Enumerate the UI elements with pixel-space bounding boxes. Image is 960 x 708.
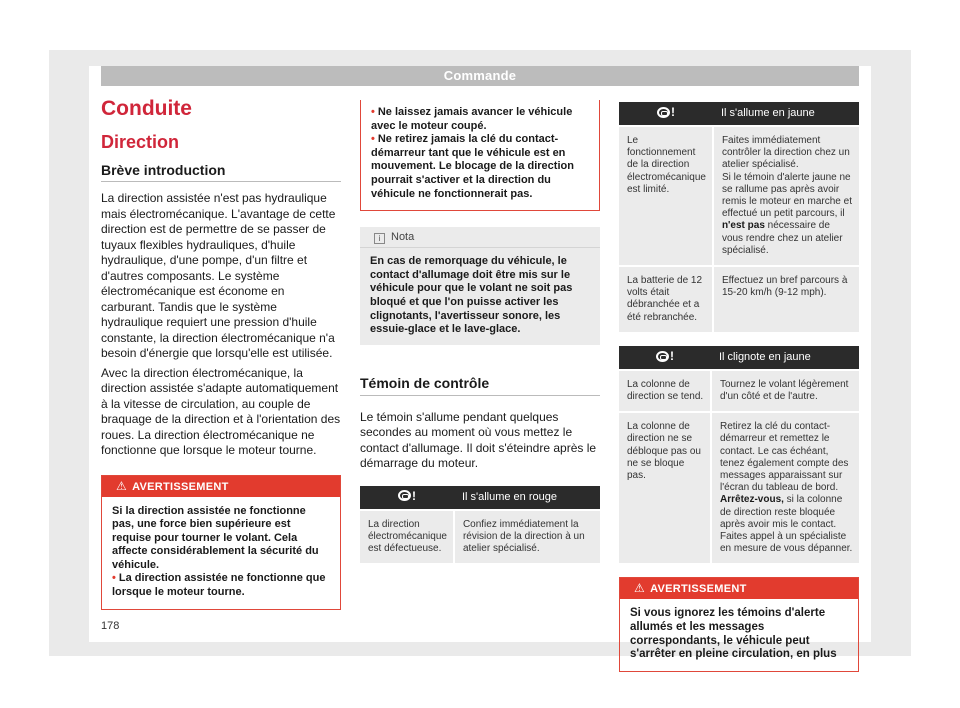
cause-cell: La direction électromécanique est défectueuse. — [360, 510, 454, 564]
table-icon-header — [360, 486, 454, 510]
warning-bullet-item — [371, 133, 589, 201]
cause-cell: La batterie de 12 volts était débranchée et a été rebranchée. — [619, 266, 713, 332]
column-2 — [360, 100, 600, 563]
warning-bullet-item — [371, 106, 589, 133]
paragraph: Avec la direction électromécanique, la direction assistée s'adapte automatiquement à la vitesse de circulation, au couple de braquage de la direction et à l'orientation des roues. La direction électromécanique ne fonctionne que lorsque le moteur tourne. — [101, 365, 341, 457]
action-cell — [713, 126, 859, 266]
warning-title: AVERTISSEMENT — [132, 480, 229, 493]
warning-box — [619, 577, 859, 671]
warning-header — [620, 578, 858, 599]
table-icon-header — [619, 102, 713, 126]
warning-title: AVERTISSEMENT — [650, 583, 747, 596]
steering-warning-lamp-icon: ! — [398, 490, 416, 502]
warning-triangle-icon: ⚠ — [634, 581, 646, 596]
section-header: Commande — [101, 66, 859, 86]
column-1 — [101, 96, 341, 610]
paragraph: La direction assistée n'est pas hydraulique mais électromécanique. L'avantage de cette direction est de permettre de se passer de tuyaux flexibles hydrauliques, d'huile hydraulique, d'une pompe, d'un filtre et d'autres composants. Le système électromécanique est économe en carburant. Tandis que le système hydraulique requiert une pression d'huile constante, la direction électromécanique n'a besoin d'énergie que lorsqu'elle est utilisée. — [101, 191, 336, 360]
table-header: Il s'allume en jaune — [713, 102, 859, 126]
indicator-section-title: Témoin de contrôle — [360, 375, 600, 396]
action-text: Retirez la clé du contact-démarreur et remettez le contact. Le cas échéant, tenez également compte des messages apparaissant sur l'écran du tableau de bord. — [720, 421, 849, 494]
chapter-title: Conduite — [101, 97, 192, 120]
intro-text — [101, 191, 341, 459]
bullet-icon: • — [112, 572, 116, 585]
action-cell: Confiez immédiatement la révision de la direction à un atelier spécialisé. — [454, 510, 600, 564]
section-title: Direction — [101, 132, 180, 152]
table-header: Il s'allume en rouge — [454, 486, 600, 510]
info-square-icon: i — [374, 233, 385, 244]
table-header: Il clignote en jaune — [711, 346, 859, 370]
action-text: Si le témoin d'alerte jaune ne se rallume pas après avoir remis le moteur en marche et effectué un petit parcours, il — [721, 171, 852, 220]
indicator-table-red — [360, 486, 600, 564]
warning-bullet: Ne laissez jamais avancer le véhicule avec le moteur coupé. — [371, 106, 573, 132]
bullet-icon: • — [371, 106, 375, 118]
bullet-icon: • — [371, 133, 375, 146]
table-row — [360, 510, 600, 564]
action-text: nécessaire de vous rendre chez un atelier spécialisé. — [721, 220, 843, 256]
warning-triangle-icon: ⚠ — [116, 478, 128, 493]
action-emphasis: n'est pas — [721, 220, 765, 232]
cause-cell: La colonne de direction se tend. — [619, 370, 711, 412]
warning-bullet: Ne retirez jamais la clé du contact-démarreur tant que le véhicule est en mouvement. Le blocage de la direction pourrait s'activer et la direction du véhicule ne fonctionnerait pas. — [371, 133, 574, 200]
table-row — [619, 370, 859, 412]
table-row — [619, 126, 859, 266]
action-emphasis: Arrêtez-vous, — [720, 494, 784, 506]
column-3 — [619, 102, 859, 672]
steering-warning-lamp-icon: ! — [657, 106, 675, 118]
table-row — [619, 266, 859, 332]
action-text: si la colonne de direction reste bloquée après avoir mis le contact. Faites appel à un spécialiste en mesure de vous dépanner. — [720, 494, 853, 555]
action-cell: Effectuez un bref parcours à 15-20 km/h (9-12 mph). — [713, 266, 859, 332]
indicator-table-yellow — [619, 102, 859, 332]
indicator-table-blinking — [619, 346, 859, 564]
warning-body — [361, 100, 599, 210]
page-number: 178 — [101, 620, 120, 632]
cause-cell: Le fonctionnement de la direction électromécanique est limité. — [619, 126, 713, 266]
warning-text: Si vous ignorez les témoins d'alerte allumés et les messages correspondants, le véhicule peut s'arrêter en pleine circulation, en plus — [630, 607, 837, 661]
table-icon-header — [619, 346, 711, 370]
warning-box — [101, 475, 341, 610]
note-title: Nota — [391, 231, 415, 244]
indicator-intro: Le témoin s'allume pendant quelques secondes au moment où vous mettez le contact d'allumage. Il doit s'éteindre après le démarrage du moteur. — [360, 409, 597, 471]
warning-text: Si la direction assistée ne fonctionne pas, une force bien supérieure est requise pour tourner le volant. Cela affecte considérablement la sécurité du véhicule. — [112, 504, 319, 571]
action-cell: Tournez le volant légèrement d'un côté et de l'autre. — [711, 370, 859, 412]
note-box — [360, 227, 600, 345]
action-text: Faites immédiatement contrôler la direction chez un atelier spécialisé. — [721, 135, 850, 171]
note-text: En cas de remorquage du véhicule, le contact d'allumage doit être mis sur le véhicule pour que le volant ne soit pas bloqué et que l'on puisse activer les clignotants, l'avertisseur sonore, les essuie-glace et le lave-glace. — [370, 255, 573, 336]
cause-cell: La colonne de direction ne se débloque pas ou ne se bloque pas. — [619, 412, 711, 563]
table-row — [619, 412, 859, 563]
note-header — [360, 227, 600, 248]
warning-body — [102, 497, 340, 609]
action-cell — [711, 412, 859, 563]
subsection-title: Brève introduction — [101, 162, 341, 182]
warning-bullet: La direction assistée ne fonctionne que lorsque le moteur tourne. — [112, 572, 326, 599]
warning-bullet-item — [112, 572, 330, 599]
warning-box-continued — [360, 100, 600, 211]
steering-warning-lamp-icon: ! — [656, 350, 674, 362]
warning-header — [102, 476, 340, 497]
